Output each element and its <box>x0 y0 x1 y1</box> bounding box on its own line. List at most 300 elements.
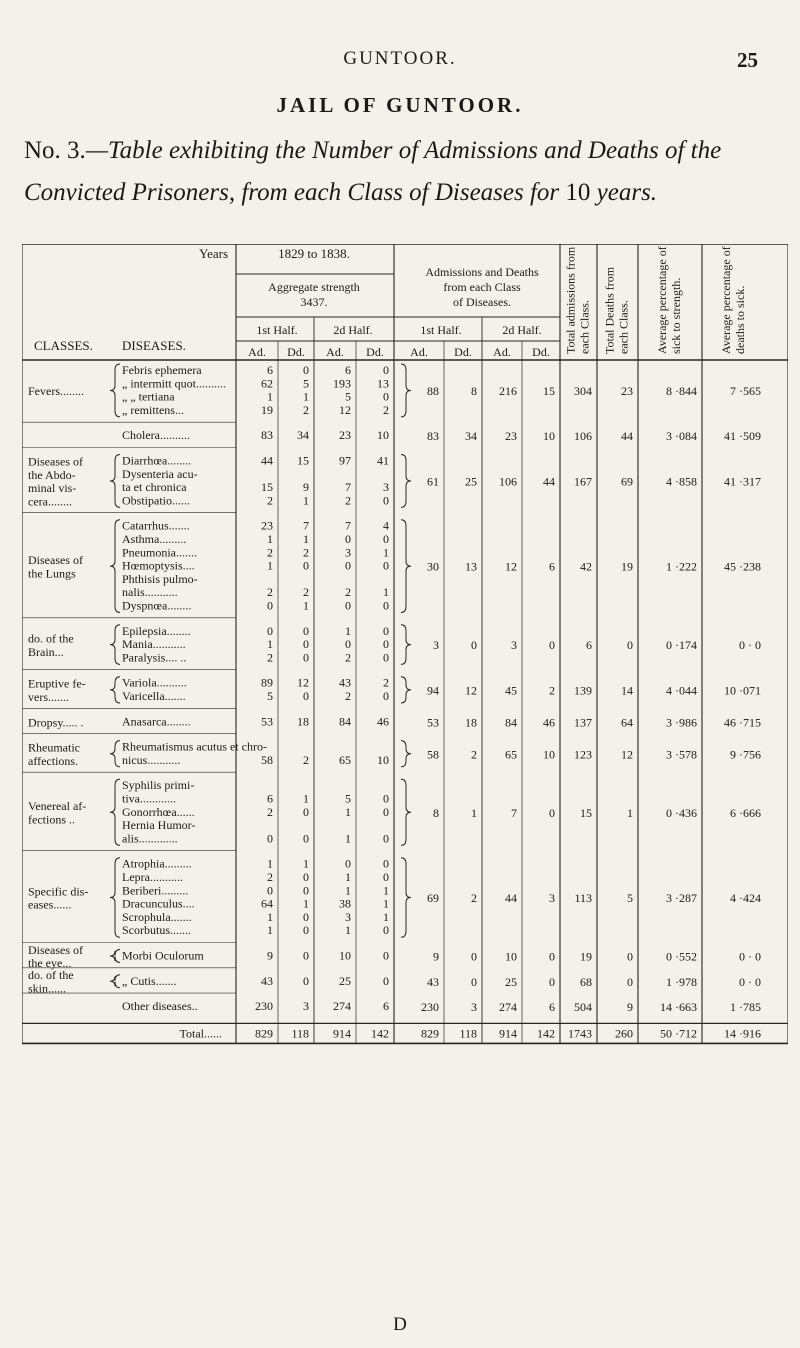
class-name: cera........ <box>28 494 72 509</box>
cell-value: 25 <box>465 474 477 489</box>
cell-value: 3 ·578 <box>666 747 697 762</box>
cell-value: 13 <box>465 559 477 574</box>
disease-name: Hœmoptysis.... <box>122 558 195 573</box>
cell-value: 139 <box>574 683 592 698</box>
cell-value: 6 ·666 <box>730 805 761 820</box>
cell-value: 1 <box>345 804 351 819</box>
cell-value: 0 <box>549 638 555 653</box>
cell-value: 1 <box>345 870 351 884</box>
cell-value: 0 · 0 <box>739 638 761 653</box>
cell-value: 10 <box>505 949 517 964</box>
running-head <box>0 48 800 78</box>
disease-name: Atrophia......... <box>122 856 192 871</box>
cell-value: 230 <box>255 999 273 1014</box>
cell-value: 3 <box>511 638 517 653</box>
cell-value: 3 <box>471 1000 477 1015</box>
disease-name: Febris ephemera <box>122 363 202 377</box>
group-brace <box>401 741 411 767</box>
dd-header: Dd. <box>366 345 384 359</box>
aggregate-header: Aggregate strength <box>268 280 360 294</box>
cell-value: 0 <box>383 558 389 573</box>
disease-name: Cholera.......... <box>122 428 190 443</box>
cell-value: 3 ·084 <box>666 429 697 444</box>
class-brace <box>110 677 120 703</box>
class-name: minal vis- <box>28 481 77 496</box>
cell-value: 46 ·715 <box>724 715 761 730</box>
total-value: 142 <box>371 1026 389 1041</box>
running-head-title: GUNTOOR. <box>343 48 457 69</box>
total-value: 142 <box>537 1026 555 1041</box>
class-name: skin...... <box>28 981 67 996</box>
disease-name: Catarrhus....... <box>122 518 190 533</box>
total-value: 14 ·916 <box>724 1026 761 1041</box>
cell-value: 9 <box>627 1000 633 1015</box>
cell-value: 4 ·044 <box>666 683 697 698</box>
class-name: eases...... <box>28 897 72 912</box>
cell-value: 0 <box>303 973 309 988</box>
cell-value: 3 ·287 <box>666 890 697 905</box>
cell-value: 6 <box>345 363 351 377</box>
cell-value: 15 <box>543 383 555 398</box>
cell-value: 0 · 0 <box>739 974 761 989</box>
cell-value: 7 <box>345 518 351 533</box>
cell-value: 0 <box>471 638 477 653</box>
cell-value: 1 <box>267 909 273 924</box>
cell-value: 0 <box>383 791 389 806</box>
cell-value: 10 <box>339 948 351 963</box>
cell-value: 12 <box>465 683 477 698</box>
ad-header: Ad. <box>493 345 511 359</box>
cell-value: 0 <box>383 804 389 819</box>
cell-value: 19 <box>580 949 592 964</box>
cell-value: 0 <box>383 923 389 938</box>
cell-value: 1 ·222 <box>666 559 697 574</box>
cell-value: 4 ·424 <box>730 890 761 905</box>
dd-header: Dd. <box>454 345 472 359</box>
disease-name: Anasarca........ <box>122 714 191 729</box>
cell-value: 1 <box>303 493 309 508</box>
class-brace <box>110 858 120 938</box>
cell-value: 0 <box>627 949 633 964</box>
cell-value: 12 <box>621 747 633 762</box>
cell-value: 2 <box>383 402 389 417</box>
disease-name: Lepra........... <box>122 870 183 884</box>
cell-value: 6 <box>549 1000 555 1015</box>
disease-name: Morbi Oculorum <box>122 948 204 963</box>
disease-name: Asthma......... <box>122 532 187 546</box>
cell-value: 25 <box>339 973 351 988</box>
cell-value: 0 <box>383 389 389 404</box>
cell-value: 15 <box>261 480 273 495</box>
ad-header: Ad. <box>326 345 344 359</box>
disease-name: „ remittens... <box>122 402 184 417</box>
cell-value: 0 <box>345 532 351 546</box>
cell-value: 1 <box>267 856 273 871</box>
class-name: Brain... <box>28 644 64 659</box>
cell-value: 0 ·436 <box>666 805 697 820</box>
cell-value: 9 <box>303 480 309 495</box>
disease-name: Phthisis pulmo- <box>122 571 198 586</box>
class-name: Diseases of <box>28 942 83 957</box>
cell-value: 0 <box>383 831 389 846</box>
rotated-header: each Class. <box>577 300 592 354</box>
class-brace <box>110 950 120 963</box>
cell-value: 3 <box>345 545 351 560</box>
cell-value: 10 <box>543 429 555 444</box>
cell-value: 53 <box>427 715 439 730</box>
cell-value: 106 <box>574 429 592 444</box>
cell-value: 62 <box>261 376 273 391</box>
cell-value: 23 <box>339 428 351 443</box>
cell-value: 15 <box>580 805 592 820</box>
cell-value: 193 <box>333 376 351 391</box>
cell-value: 123 <box>574 747 592 762</box>
disease-name: Epilepsia........ <box>122 623 191 638</box>
cell-value: 41 ·317 <box>724 474 761 489</box>
cell-value: 38 <box>339 896 351 911</box>
cell-value: 6 <box>549 559 555 574</box>
cell-value: 1 <box>345 623 351 638</box>
cell-value: 10 ·071 <box>724 683 761 698</box>
statistics-table <box>22 244 788 1294</box>
cell-value: 2 <box>345 689 351 703</box>
disease-name: „ intermitt quot.......... <box>122 376 226 391</box>
cell-value: 216 <box>499 383 517 398</box>
cell-value: 2 <box>267 870 273 884</box>
class-name: the Abdo- <box>28 467 76 482</box>
disease-name: Gonorrhœa...... <box>122 804 195 819</box>
cell-value: 1 <box>471 805 477 820</box>
admissions-header: Admissions and Deaths <box>425 265 539 279</box>
cell-value: 65 <box>505 747 517 762</box>
class-name: the Lungs <box>28 566 76 581</box>
cell-value: 14 <box>621 683 633 698</box>
cell-value: 30 <box>427 559 439 574</box>
cell-value: 6 <box>267 363 273 377</box>
cell-value: 0 <box>345 856 351 871</box>
class-name: do. of the <box>28 631 74 646</box>
cell-value: 137 <box>574 715 592 730</box>
group-brace <box>401 858 411 938</box>
cell-value: 18 <box>297 714 309 729</box>
disease-name: Scrophula....... <box>122 909 192 924</box>
class-name: Venereal af- <box>28 799 87 814</box>
cell-value: 8 <box>433 805 439 820</box>
rotated-header: deaths to sick. <box>733 285 747 354</box>
cell-value: 2 <box>471 747 477 762</box>
ad-header: Ad. <box>410 345 428 359</box>
cell-value: 88 <box>427 383 439 398</box>
cell-value: 1 <box>267 637 273 652</box>
cell-value: 1 <box>267 558 273 573</box>
cell-value: 23 <box>505 429 517 444</box>
group-brace <box>401 625 411 665</box>
disease-name: tiva............ <box>122 791 176 806</box>
caption-years-count: 10 <box>565 179 591 206</box>
total-value: 829 <box>421 1026 439 1041</box>
cell-value: 6 <box>383 999 389 1014</box>
cell-value: 0 <box>303 948 309 963</box>
cell-value: 2 <box>549 683 555 698</box>
cell-value: 1 <box>345 831 351 846</box>
cell-value: 58 <box>427 747 439 762</box>
cell-value: 10 <box>543 747 555 762</box>
cell-value: 0 <box>549 974 555 989</box>
cell-value: 4 ·858 <box>666 474 697 489</box>
cell-value: 42 <box>580 559 592 574</box>
cell-value: 0 <box>627 638 633 653</box>
cell-value: 94 <box>427 683 439 698</box>
cell-value: 12 <box>505 559 517 574</box>
cell-value: 0 <box>303 923 309 938</box>
cell-value: 0 <box>383 973 389 988</box>
admissions-header: from each Class <box>443 280 521 294</box>
cell-value: 64 <box>261 896 273 911</box>
classes-header: CLASSES. <box>34 338 93 353</box>
class-name: vers....... <box>28 690 69 704</box>
cell-value: 44 <box>543 474 555 489</box>
disease-name: nicus........... <box>122 752 181 767</box>
cell-value: 0 <box>303 650 309 665</box>
cell-value: 69 <box>621 474 633 489</box>
cell-value: 1 <box>627 805 633 820</box>
cell-value: 1 <box>303 856 309 871</box>
total-value: 914 <box>333 1026 351 1041</box>
cell-value: 1 <box>383 909 389 924</box>
group-brace <box>401 677 411 703</box>
total-value: 1743 <box>568 1026 592 1041</box>
cell-value: 84 <box>339 714 351 729</box>
cell-value: 0 <box>345 598 351 613</box>
total-value: 118 <box>291 1026 309 1041</box>
cell-value: 0 <box>383 363 389 377</box>
cell-value: 12 <box>297 675 309 690</box>
class-name: do. of the <box>28 968 74 983</box>
cell-value: 2 <box>267 585 273 600</box>
cell-value: 3 <box>383 480 389 495</box>
total-label: Total...... <box>179 1026 222 1041</box>
cell-value: 0 <box>549 949 555 964</box>
cell-value: 6 <box>267 791 273 806</box>
cell-value: 19 <box>261 402 273 417</box>
section-title: JAIL OF GUNTOOR. <box>276 93 524 117</box>
disease-name: „ „ tertiana <box>122 389 175 404</box>
cell-value: 44 <box>621 429 633 444</box>
cell-value: 23 <box>261 518 273 533</box>
cell-value: 41 ·509 <box>724 429 761 444</box>
cell-value: 2 <box>471 890 477 905</box>
cell-value: 0 <box>303 870 309 884</box>
class-brace <box>110 975 120 988</box>
cell-value: 2 <box>267 545 273 560</box>
first-half-header: 1st Half. <box>420 323 462 337</box>
cell-value: 2 <box>345 650 351 665</box>
cell-value: 0 <box>383 948 389 963</box>
cell-value: 0 <box>383 689 389 703</box>
cell-value: 12 <box>339 402 351 417</box>
cell-value: 274 <box>499 1000 517 1015</box>
cell-value: 53 <box>261 714 273 729</box>
admissions-header: of Diseases. <box>453 295 511 309</box>
cell-value: 2 <box>345 493 351 508</box>
cell-value: 0 <box>303 831 309 846</box>
cell-value: 1 <box>383 585 389 600</box>
disease-name: alis............. <box>122 831 178 846</box>
class-name: Eruptive fe- <box>28 676 86 691</box>
table-drawing <box>22 244 788 1294</box>
cell-value: 14 ·663 <box>660 1000 697 1015</box>
cell-value: 13 <box>377 376 389 391</box>
class-brace <box>110 455 120 508</box>
cell-value: 34 <box>297 428 309 443</box>
cell-value: 2 <box>267 804 273 819</box>
disease-name: ta et chronica <box>122 480 187 495</box>
cell-value: 7 <box>345 480 351 495</box>
caption-suffix: years. <box>596 179 658 206</box>
disease-name: Pneumonia....... <box>122 545 197 560</box>
cell-value: 8 ·844 <box>666 383 697 398</box>
dd-header: Dd. <box>532 345 550 359</box>
cell-value: 46 <box>543 715 555 730</box>
total-value: 50 ·712 <box>660 1026 697 1041</box>
cell-value: 34 <box>465 429 477 444</box>
cell-value: 0 <box>267 831 273 846</box>
disease-name: Paralysis.... .. <box>122 650 187 665</box>
cell-value: 5 <box>267 689 273 703</box>
disease-name: Other diseases.. <box>122 999 198 1014</box>
cell-value: 18 <box>465 715 477 730</box>
cell-value: 0 <box>267 623 273 638</box>
cell-value: 0 <box>267 883 273 898</box>
cell-value: 2 <box>303 752 309 767</box>
cell-value: 4 <box>383 518 389 533</box>
disease-name: Dysenteria acu- <box>122 466 198 481</box>
cell-value: 1 <box>345 883 351 898</box>
cell-value: 83 <box>427 429 439 444</box>
disease-name: nalis........... <box>122 585 178 600</box>
cell-value: 43 <box>427 974 439 989</box>
cell-value: 46 <box>377 714 389 729</box>
cell-value: 45 ·238 <box>724 559 761 574</box>
cell-value: 113 <box>574 890 592 905</box>
disease-name: Rheumatismus acutus et chro- <box>122 739 267 754</box>
signature-mark: D <box>393 1314 407 1335</box>
cell-value: 45 <box>505 683 517 698</box>
cell-value: 0 <box>267 598 273 613</box>
cell-value: 5 <box>303 376 309 391</box>
cell-value: 0 <box>303 909 309 924</box>
cell-value: 5 <box>345 389 351 404</box>
cell-value: 19 <box>621 559 633 574</box>
class-name: Diseases of <box>28 552 83 567</box>
group-brace <box>401 779 411 845</box>
cell-value: 41 <box>377 453 389 468</box>
rotated-header: Average percentage of <box>719 246 733 354</box>
years-header: Years <box>198 246 228 261</box>
cell-value: 2 <box>303 585 309 600</box>
cell-value: 1 <box>267 532 273 546</box>
cell-value: 44 <box>261 453 273 468</box>
cell-value: 0 <box>303 689 309 703</box>
cell-value: 504 <box>574 1000 592 1015</box>
caption-text: —Table exhibiting the Number of Admissions and Deaths of the Convicted Prisoners, from each Class of Diseases for <box>24 137 722 206</box>
cell-value: 0 ·174 <box>666 638 697 653</box>
ad-header: Ad. <box>248 345 266 359</box>
cell-value: 25 <box>505 974 517 989</box>
cell-value: 43 <box>261 973 273 988</box>
cell-value: 1 <box>345 923 351 938</box>
second-half-header: 2d Half. <box>333 323 373 337</box>
cell-value: 0 <box>549 805 555 820</box>
cell-value: 0 <box>303 623 309 638</box>
group-brace <box>401 364 411 417</box>
total-value: 260 <box>615 1026 633 1041</box>
cell-value: 0 <box>383 870 389 884</box>
cell-value: 0 <box>303 883 309 898</box>
cell-value: 9 <box>433 949 439 964</box>
cell-value: 9 <box>267 948 273 963</box>
rotated-header: Average percentage of <box>655 246 669 354</box>
rotated-header: each Class. <box>616 300 631 354</box>
period-header: 1829 to 1838. <box>278 246 350 261</box>
total-value: 914 <box>499 1026 517 1041</box>
cell-value: 10 <box>377 752 389 767</box>
cell-value: 167 <box>574 474 592 489</box>
cell-value: 10 <box>377 428 389 443</box>
cell-value: 274 <box>333 999 351 1014</box>
first-half-header: 1st Half. <box>256 323 298 337</box>
aggregate-value: 3437. <box>300 295 328 309</box>
cell-value: 304 <box>574 383 592 398</box>
cell-value: 1 <box>303 598 309 613</box>
cell-value: 69 <box>427 890 439 905</box>
class-brace <box>110 741 120 767</box>
cell-value: 0 <box>303 637 309 652</box>
class-brace <box>110 364 120 417</box>
cell-value: 0 <box>383 637 389 652</box>
cell-value: 0 <box>383 532 389 546</box>
rotated-header: sick to strength. <box>669 277 683 354</box>
cell-value: 3 <box>549 890 555 905</box>
cell-value: 0 <box>383 493 389 508</box>
cell-value: 44 <box>505 890 517 905</box>
cell-value: 1 <box>303 896 309 911</box>
cell-value: 97 <box>339 453 351 468</box>
cell-value: 2 <box>303 402 309 417</box>
cell-value: 1 <box>303 532 309 546</box>
class-name: Rheumatic <box>28 740 80 755</box>
class-name: Specific dis- <box>28 884 89 899</box>
group-brace <box>401 520 411 613</box>
cell-value: 89 <box>261 675 273 690</box>
cell-value: 3 ·986 <box>666 715 697 730</box>
disease-name: Diarrhœa........ <box>122 453 192 468</box>
class-name: Fevers........ <box>28 383 84 398</box>
cell-value: 1 <box>267 923 273 938</box>
cell-value: 0 <box>383 856 389 871</box>
disease-name: „ Cutis....... <box>122 973 177 988</box>
cell-value: 230 <box>421 1000 439 1015</box>
cell-value: 2 <box>383 675 389 690</box>
cell-value: 68 <box>580 974 592 989</box>
cell-value: 2 <box>267 493 273 508</box>
class-name: affections. <box>28 753 79 768</box>
diseases-header: DISEASES. <box>122 338 186 353</box>
cell-value: 1 <box>383 883 389 898</box>
total-value: 118 <box>459 1026 477 1041</box>
disease-name: Obstipatio...... <box>122 493 190 508</box>
second-half-header: 2d Half. <box>502 323 542 337</box>
